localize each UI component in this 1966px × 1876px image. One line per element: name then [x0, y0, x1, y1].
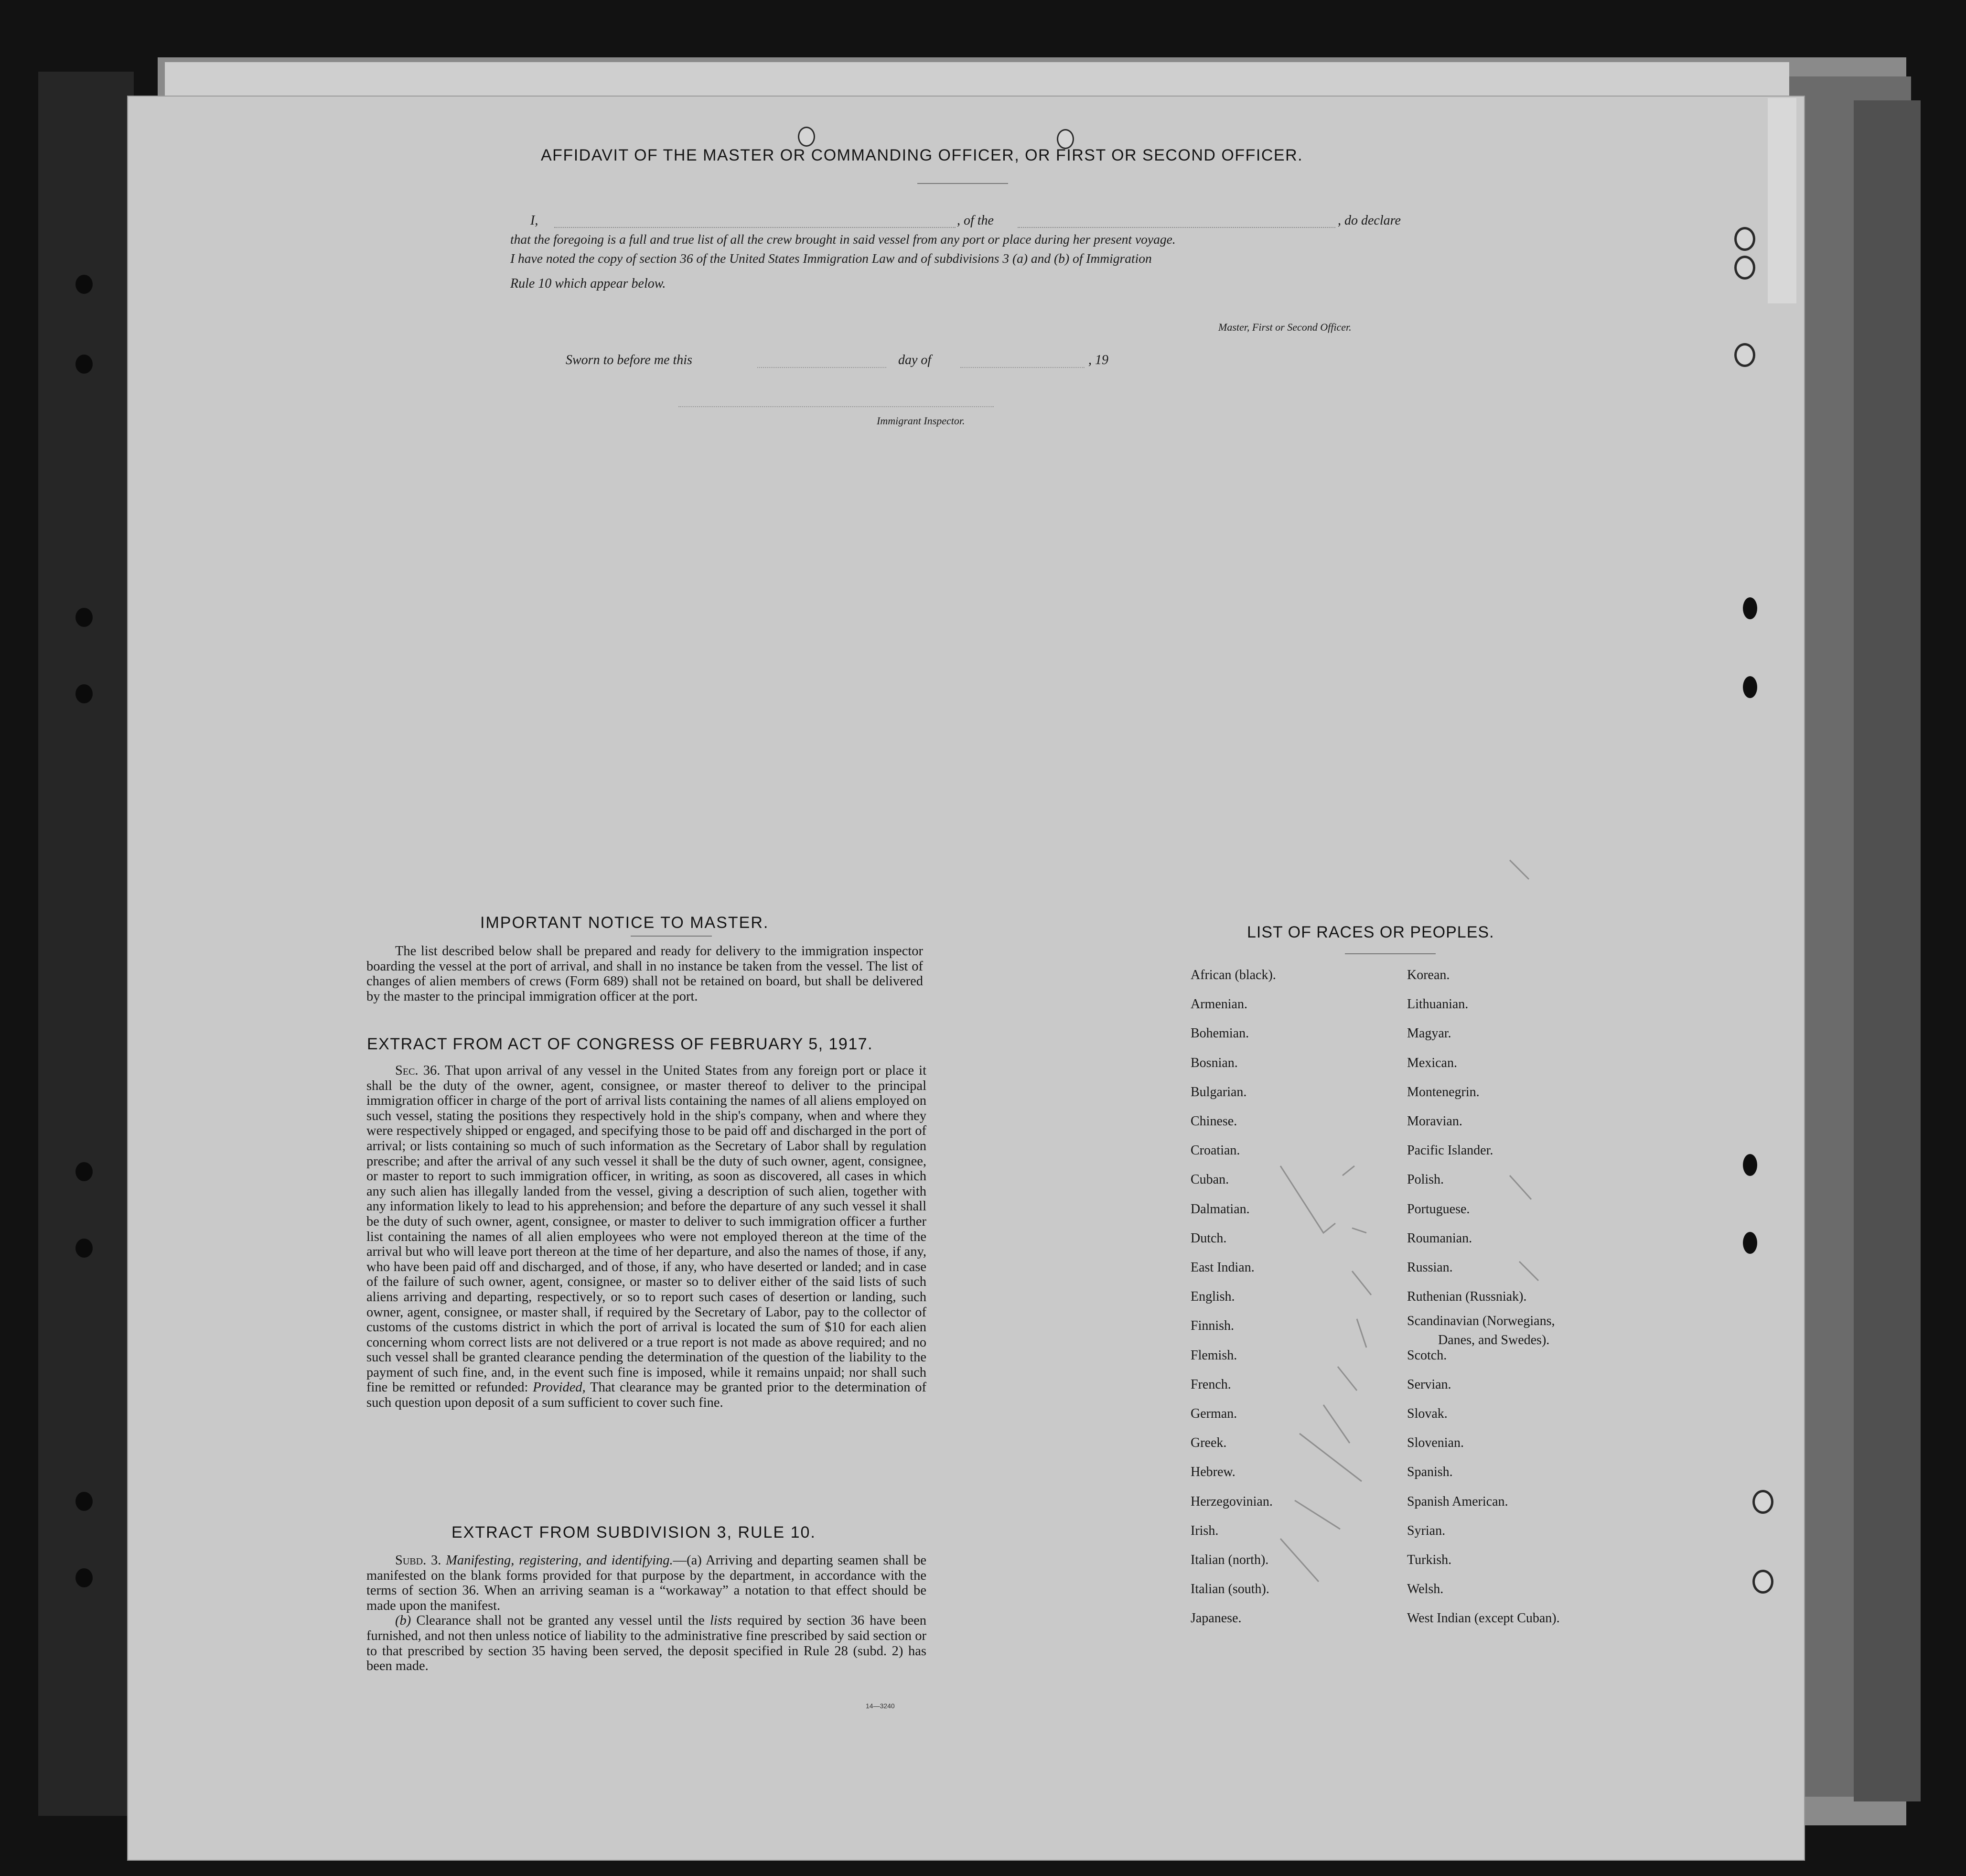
race-item: Montenegrin.: [1407, 1084, 1480, 1100]
year-text: , 19: [1088, 353, 1108, 367]
underlying-sheet-top: [165, 62, 1789, 100]
act-section-36: [366, 1063, 926, 1411]
race-item: Korean.: [1407, 968, 1450, 982]
name-blank: [554, 227, 956, 228]
day-of-text: day of: [898, 353, 932, 367]
punch-hole-ring: [1752, 1570, 1773, 1594]
race-item: Dutch.: [1191, 1230, 1227, 1246]
race-item: Syrian.: [1407, 1523, 1446, 1538]
race-item: German.: [1191, 1406, 1237, 1421]
race-item: Moravian.: [1407, 1114, 1462, 1129]
race-item: Spanish.: [1407, 1465, 1453, 1480]
race-item: African (black).: [1191, 968, 1276, 982]
punch-hole-ring: [798, 127, 815, 147]
punch-hole: [75, 1162, 93, 1181]
race-item: Armenian.: [1191, 997, 1247, 1012]
form-number: 14—3240: [866, 1702, 895, 1710]
punch-hole-ring: [1734, 256, 1755, 280]
race-item: Finnish.: [1191, 1318, 1235, 1334]
race-item: West Indian (except Cuban).: [1407, 1611, 1560, 1626]
notice-paragraph: The list described below shall be prepared and ready for delivery to the immigration inspector boarding the vessel at the port of arrival, and shall in no instance be taken from the vessel. The list of changes of alien members of crews (Form 689) shall not be retained on board, but shall be delivered by the master to the principal immigration officer at the port.: [366, 944, 923, 1004]
race-item: Flemish.: [1191, 1348, 1237, 1363]
race-item: Spanish American.: [1407, 1494, 1508, 1509]
notice-title: IMPORTANT NOTICE TO MASTER.: [480, 914, 769, 932]
race-item: Hebrew.: [1191, 1465, 1235, 1480]
affidavit-declare: , do declare: [1338, 213, 1401, 228]
affidavit-line-2: that the foregoing is a full and true list of all the crew brought in said vessel from any port or place during her present voyage.: [510, 232, 1176, 247]
punch-hole: [75, 608, 93, 627]
rule-paragraphs: [366, 1553, 926, 1674]
race-item: Pacific Islander.: [1407, 1143, 1493, 1158]
race-item: Chinese.: [1191, 1114, 1237, 1129]
day-blank: [757, 367, 886, 368]
punch-hole: [1743, 597, 1757, 619]
race-item: Slovenian.: [1407, 1435, 1464, 1451]
rule-title: EXTRACT FROM SUBDIVISION 3, RULE 10.: [451, 1523, 816, 1542]
punch-hole: [75, 1492, 93, 1511]
race-item: Portuguese.: [1407, 1201, 1470, 1217]
race-item: Lithuanian.: [1407, 997, 1469, 1012]
race-item: Danes, and Swedes).: [1438, 1333, 1550, 1348]
provided-label: Provided,: [533, 1380, 586, 1395]
races-title-rule: [1345, 953, 1436, 954]
para-b-1: Clearance shall not be granted any vessel until the: [416, 1613, 705, 1628]
punch-hole: [1743, 1232, 1757, 1254]
inspector-label: Immigrant Inspector.: [877, 415, 965, 427]
race-item: Croatian.: [1191, 1143, 1240, 1158]
race-item: Russian.: [1407, 1260, 1453, 1275]
race-item: Bosnian.: [1191, 1055, 1238, 1070]
race-item: Slovak.: [1407, 1406, 1448, 1421]
affidavit-title-rule: [917, 183, 1008, 184]
race-item: Bohemian.: [1191, 1026, 1249, 1041]
act-title: EXTRACT FROM ACT OF CONGRESS OF FEBRUARY 5, 1917.: [367, 1035, 873, 1053]
underlying-sheet-edge-2: [1854, 100, 1921, 1801]
race-item: Turkish.: [1407, 1553, 1452, 1567]
race-item: Magyar.: [1407, 1026, 1451, 1041]
month-blank: [960, 367, 1085, 368]
vessel-blank: [1018, 227, 1335, 228]
race-item: Scandinavian (Norwegians,: [1407, 1314, 1555, 1329]
race-item: Polish.: [1407, 1172, 1444, 1187]
para-b-lists: lists: [709, 1613, 732, 1628]
signature-label: Master, First or Second Officer.: [1218, 321, 1352, 333]
affidavit-title: AFFIDAVIT OF THE MASTER OR COMMANDING OFFICER, OR FIRST OR SECOND OFFICER.: [541, 146, 1303, 164]
punch-hole-ring: [1734, 343, 1755, 367]
punch-hole-ring: [1752, 1490, 1773, 1514]
binder-edge: [38, 72, 134, 1816]
sec-36-text: That upon arrival of any vessel in the United States from any foreign port or place it shall be the duty of the owner, agent, consignee, or master thereof to deliver to the principal immigration officer in charge of the port of arrival lists containing the names of all aliens employed on such vessel, stating the positions they respectively hold in the ship's company, when and where they were respectively shipped or engaged, and specifying those to be paid off and discharged in the port of arrival; or lists containing so much of such information as the Secretary of Labor shall by regulation prescribe; and after the arrival of any such vessel it shall be the duty of such owner, agent, consignee, or master to report to such immigration officer, in writing, as soon as discovered, all cases in which any such alien has illegally landed from the vessel, giving a description of such alien, together with any information likely to lead to his apprehension; and before the departure of any such vessel it shall be the duty of such owner, agent, consignee, or master to deliver to such immigration officer a further list containing the names of all alien employees who were not employed thereon at the time of the arrival but who will leave port thereon at the time of her departure, and also the names of those, if any, who have been paid off and discharged, and of those, if any, who have deserted or landed; and in case of the failure of such owner, agent, consignee, or master so to deliver either of the said lists of such aliens arriving and departing, respectively, or so to report such cases of desertion or landing, such owner, agent, consignee, or master shall, if required by the Secretary of Labor, pay to the collector of customs of the customs district in which the port of arrival is located the sum of $10 for each alien concerning whom correct lists are not delivered or a true report is not made as above required; and no such vessel shall be granted clearance pending the determination of the question of the liability to the payment of such fine, and, in the event such fine is imposed, while it remains unpaid; nor shall such fine be remitted or refunded:: [366, 1063, 926, 1395]
race-item: Italian (south).: [1191, 1582, 1269, 1597]
para-b-2: required by section 36 have been furnished, and not then unless notice of liability to the administrative fine prescribed by said section or to that prescribed by section 35 having been served, the deposit specified in Rule 28 (subd. 2) has been made.: [366, 1613, 927, 1674]
sec-label: Sec. 36.: [395, 1063, 440, 1078]
affidavit-of-the: , of the: [957, 213, 994, 228]
pencil-mark: [1491, 841, 1586, 937]
race-item: French.: [1191, 1377, 1231, 1392]
race-item: Mexican.: [1407, 1055, 1457, 1070]
punch-hole: [1743, 1154, 1757, 1176]
affidavit-line-4: Rule 10 which appear below.: [510, 276, 666, 291]
race-item: Dalmatian.: [1191, 1201, 1250, 1217]
punch-hole: [1743, 676, 1757, 698]
affidavit-i: I,: [530, 213, 538, 228]
race-item: East Indian.: [1191, 1260, 1255, 1275]
race-item: Italian (north).: [1191, 1553, 1269, 1567]
race-item: Bulgarian.: [1191, 1084, 1247, 1100]
punch-hole: [75, 684, 93, 703]
sec-36-text-end: That clearance may be granted prior to the determination of such question upon deposit of a sum sufficient to cover such fine.: [366, 1380, 927, 1411]
sworn-text: Sworn to before me this: [566, 353, 692, 367]
para-b-label: (b): [395, 1613, 411, 1628]
race-item: Roumanian.: [1407, 1230, 1472, 1246]
affidavit-line-3: I have noted the copy of section 36 of the United States Immigration Law and of subdivisions 3 (a) and (b) of Immigration: [510, 251, 1152, 266]
races-title: LIST OF RACES OR PEOPLES.: [1247, 923, 1494, 941]
punch-hole: [75, 275, 93, 294]
page-edge-strip: [1768, 98, 1796, 303]
race-item: English.: [1191, 1289, 1235, 1305]
race-item: Ruthenian (Russniak).: [1407, 1289, 1527, 1305]
race-item: Scotch.: [1407, 1348, 1447, 1363]
punch-hole: [75, 1568, 93, 1587]
subd-label: Subd. 3.: [395, 1553, 441, 1568]
inspector-signature-line: [678, 406, 994, 407]
race-item: Cuban.: [1191, 1172, 1229, 1187]
race-item: Servian.: [1407, 1377, 1451, 1392]
race-item: Welsh.: [1407, 1582, 1444, 1597]
race-item: Japanese.: [1191, 1611, 1242, 1626]
race-item: Greek.: [1191, 1435, 1227, 1451]
pencil-marks: [1252, 1137, 1586, 1663]
para-a: —(a) Arriving and departing seamen shall be manifested on the blank forms provided for that purpose by the department, in accordance with the terms of section 36. When an arriving seaman is a “workaway” a notation to that effect should be made upon the manifest.: [366, 1553, 927, 1613]
race-item: Irish.: [1191, 1523, 1219, 1538]
notice-title-rule: [631, 936, 712, 937]
race-item: Herzegovinian.: [1191, 1494, 1273, 1509]
punch-hole: [75, 355, 93, 374]
punch-hole: [75, 1239, 93, 1258]
punch-hole-ring: [1734, 227, 1755, 251]
subd-italic: Manifesting, registering, and identifying.: [446, 1553, 673, 1568]
